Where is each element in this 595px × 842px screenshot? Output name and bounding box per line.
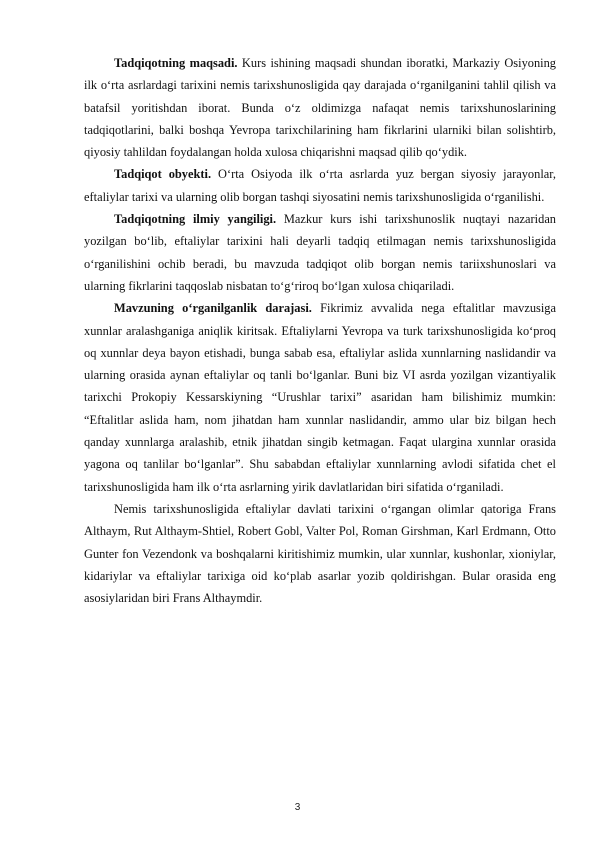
heading-scientific-novelty: Tadqiqotning ilmiy yangiligi. <box>114 212 277 227</box>
paragraph-german-historiography <box>84 498 556 609</box>
text-research-goal: Kurs ishining maqsadi shundan iboratki, Markaziy Osiyoning ilk o‘rta asrlardagi tarixini nemis tarixshunosligida qay darajada o‘rganilganini tahlil qilish va batafsil yoritishdan iborat. Bunda o‘z oldimizga nafaqat nemis tarixshunoslarining tadqiqotlarini, balki boshqa Yevropa tarixchilarining ham fikrlarini ularniki bilan solishtirb, qiyosiy tahlildan foydalangan holda xulosa chiqarishni maqsad qilib qo‘ydik. <box>84 56 556 160</box>
text-study-level: Fikrimiz avvalida nega eftalitlar mavzusiga xunnlar aralashganiga aniqlik kiritsak. Eftaliylarni Yevropa va turk tarixshunosligida ko‘proq oq xunnlar deya bayon etishadi, bunga sabab esa, eftaliylar aslida xunnlarning naslidandir va ularning orasida aynan eftaliylar oq tanli bo‘lganlar. Buni biz VI asrda yozilgan vizantiyalik tarixchi Prokopiy Kessarskiyning “Urushlar tarixi” asaridan ham bilishimiz mumkin: “Eftalitlar aslida ham, nom jihatdan ham xunnlar naslidandir, ammo ular biz bilgan hech qanday xunnlarga aralashib, etnik jihatdan singib ketmagan. Faqat ulargina xunnlar orasida yagona oq tanlilar bo‘lganlar”. Shu sababdan eftaliylar xunnlarning avlodi sifatida chet el tarixshunosligida ham ilk o‘rta asrlarning yirik davlatlaridan biri sifatida o‘rganiladi. <box>84 301 556 494</box>
paragraph-scientific-novelty <box>84 208 556 297</box>
text-scientific-novelty: Mazkur kurs ishi tarixshunoslik nuqtayi nazaridan yozilgan bo‘lib, eftaliylar tarixini hali deyarli tadqiq etilmagan nemis tarixshunosligida o‘rganilishini ochib beradi, bu mavzuda tadqiqot olib borgan nemis tariixshunoslari va ularning fikrlarini taqqoslab nisbatan to‘g‘riroq bo‘lgan xulosa chiqariladi. <box>84 212 557 293</box>
heading-research-goal: Tadqiqotning maqsadi. <box>114 56 238 70</box>
paragraph-research-object <box>84 163 556 208</box>
text-german-historiography: Nemis tarixshunosligida eftaliylar davlati tarixini o‘rgangan olimlar qatoriga Frans Althaym, Rut Althaym-Shtiel, Robert Gobl, Valter Pol, Roman Girshman, Karl Erdmann, Otto Gunter fon Vezendonk va boshqalarni kiritishimiz mumkin, ular xunnlar, kushonlar, xioniylar, kidariylar va eftaliylar tarixiga oid ko‘plab asarlar yozib qoldirishgan. Bular orasida eng asosiylaridan biri Frans Althaymdir. <box>84 501 556 606</box>
page-body <box>84 52 556 609</box>
paragraph-study-level <box>84 297 556 498</box>
paragraph-research-goal <box>84 52 556 163</box>
text-research-object: O‘rta Osiyoda ilk o‘rta asrlarda yuz bergan siyosiy jarayonlar, eftaliylar tarixi va ularning olib borgan tashqi siyosatini nemis tarixshunosligida o‘rganilishi. <box>84 167 556 204</box>
heading-research-object: Tadqiqot obyekti. <box>114 167 212 182</box>
heading-study-level: Mavzuning o‘rganilganlik darajasi. <box>114 301 312 316</box>
page-number: 3 <box>294 802 301 813</box>
